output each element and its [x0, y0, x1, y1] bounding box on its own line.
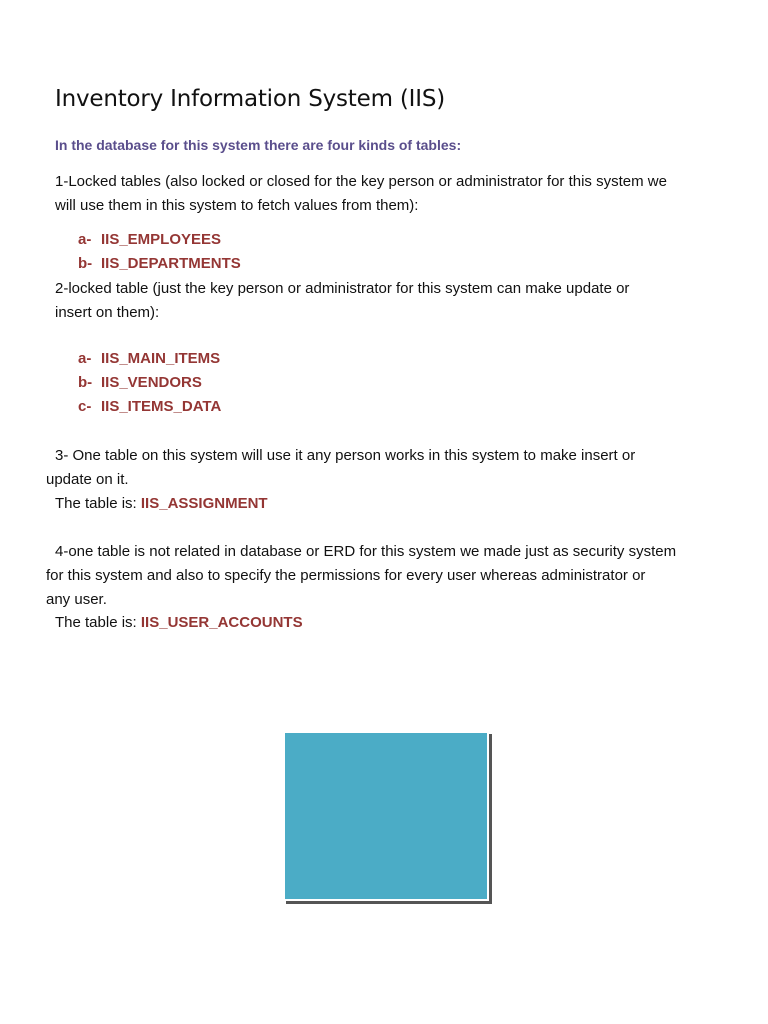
list-item [78, 350, 91, 368]
section4-line1: 4-one table is not related in database or ERD for this system we made just as security system [55, 543, 677, 560]
table-label: The table is: [55, 614, 141, 631]
list-marker: b- [78, 374, 93, 391]
list-marker: b- [78, 255, 93, 272]
section1-line2: will use them in this system to fetch values from them): [55, 197, 419, 214]
list-marker: a- [78, 350, 92, 367]
list-marker: a- [78, 231, 92, 248]
document-title: Inventory Information System (IIS) [55, 86, 446, 112]
section3-line2: update on it. [46, 471, 129, 488]
list-item [78, 231, 91, 249]
table-name-departments: IIS_DEPARTMENTS [101, 255, 241, 272]
section4-table-line [55, 611, 303, 635]
section4-line3: any user. [46, 591, 107, 608]
table-name-user-accounts: IIS_USER_ACCOUNTS [140, 614, 303, 631]
table-name-assignment: IIS_ASSIGNMENT [140, 495, 268, 512]
document-subtitle: In the database for this system there are four kinds of tables: [55, 137, 462, 153]
table-name-employees: IIS_EMPLOYEES [101, 231, 222, 248]
list-item [78, 398, 91, 416]
table-name-vendors: IIS_VENDORS [101, 374, 202, 391]
section4-line2: for this system and also to specify the permissions for every user whereas administrator or [46, 567, 646, 584]
section1-line1: 1-Locked tables (also locked or closed for the key person or administrator for this system we [55, 173, 667, 190]
section2-line2: insert on them): [55, 304, 160, 321]
section3-table-line [55, 492, 268, 516]
table-name-items-data: IIS_ITEMS_DATA [101, 398, 222, 415]
section3-line1: 3- One table on this system will use it any person works in this system to make insert or [55, 447, 636, 464]
list-item [78, 255, 92, 273]
section2-line1: 2-locked table (just the key person or administrator for this system can make update or [55, 280, 630, 297]
table-name-main-items: IIS_MAIN_ITEMS [101, 350, 221, 367]
list-item [78, 374, 92, 392]
blue-rectangle-graphic [283, 731, 489, 901]
table-label: The table is: [55, 495, 141, 512]
list-marker: c- [78, 398, 92, 415]
